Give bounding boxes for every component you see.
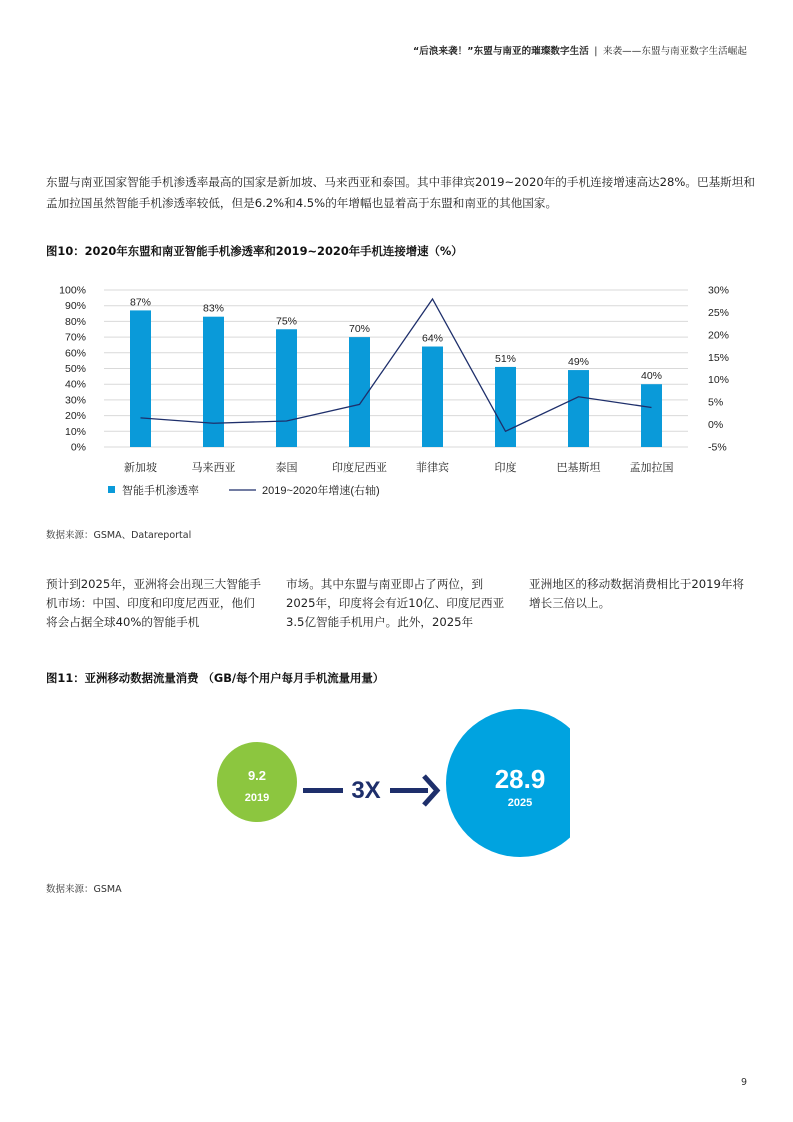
y-right-tick-label: 20% xyxy=(708,329,730,342)
bar-data-label: 87% xyxy=(129,296,152,309)
year-2025: 2025 xyxy=(507,797,533,809)
header-separator: | xyxy=(594,46,598,57)
header-subtitle: 来袭——东盟与南亚数字生活崛起 xyxy=(602,46,747,57)
bar xyxy=(495,367,516,447)
text-column-3 xyxy=(529,575,747,613)
bar-data-label: 70% xyxy=(348,323,371,336)
legend-bar-swatch xyxy=(108,486,115,493)
intro-text: 东盟与南亚国家智能手机渗透率最高的国家是新加坡、马来西亚和泰国。其中菲律宾2019~2020年的手机连接增速高达28%。巴基斯坦和孟加拉国虽然智能手机渗透率较低，但是6.2%和4.5%的年增幅也显着高于东盟和南亚的其他国家。 xyxy=(46,175,755,210)
bar xyxy=(276,329,297,447)
figure11-diagram xyxy=(200,700,570,870)
value-2025: 28.9 xyxy=(494,764,546,794)
bar xyxy=(641,384,662,447)
y-left-tick-label: 70% xyxy=(64,331,86,344)
bar-data-label: 40% xyxy=(640,370,663,383)
figure11-source: 数据来源：GSMA xyxy=(46,884,122,895)
bar-data-label: 64% xyxy=(421,332,444,345)
y-right-tick-label: 5% xyxy=(708,396,724,409)
arrow-line-left xyxy=(303,788,343,793)
y-left-tick-label: 80% xyxy=(64,315,86,328)
column-3-text: 亚洲地区的移动数据消费相比于2019年将增长三倍以上。 xyxy=(529,577,745,610)
bar xyxy=(568,370,589,447)
column-1-text: 预计到2025年，亚洲将会出现三大智能手机市场：中国、印度和印度尼西亚，他们将会占据全球40%的智能手机 xyxy=(46,577,262,629)
figure10-chart xyxy=(46,278,746,508)
y-left-tick-label: 60% xyxy=(64,347,86,360)
y-left-tick-label: 100% xyxy=(59,284,86,297)
y-right-tick-label: 10% xyxy=(708,374,730,387)
y-right-tick-label: 15% xyxy=(708,351,730,364)
bar xyxy=(422,347,443,447)
intro-paragraph xyxy=(46,172,756,214)
bar xyxy=(349,337,370,447)
x-tick-label: 泰国 xyxy=(275,462,298,474)
combo-chart xyxy=(46,278,746,508)
running-header xyxy=(413,43,747,57)
x-tick-label: 巴基斯坦 xyxy=(556,462,601,474)
page-number: 9 xyxy=(740,1077,747,1088)
y-right-tick-label: -5% xyxy=(708,441,727,454)
y-right-tick-label: 25% xyxy=(708,306,730,319)
y-right-tick-label: 30% xyxy=(708,284,730,297)
y-left-tick-label: 50% xyxy=(64,363,86,375)
x-tick-label: 印度尼西亚 xyxy=(332,462,387,474)
legend-bar-label: 智能手机渗透率 xyxy=(122,485,199,497)
x-tick-label: 印度 xyxy=(494,462,517,474)
y-left-tick-label: 20% xyxy=(64,410,86,423)
y-left-tick-label: 0% xyxy=(70,441,86,454)
figure10-title: 图10：2020年东盟和南亚智能手机渗透率和2019~2020年手机连接增速（%） xyxy=(46,244,463,258)
column-2-text: 市场。其中东盟与南亚即占了两位，到2025年，印度将会有近10亿、印度尼西亚3.5亿智能手机用户。此外，2025年 xyxy=(286,577,505,629)
x-tick-label: 新加坡 xyxy=(124,462,157,474)
y-left-tick-label: 90% xyxy=(64,300,86,313)
header-title: “后浪来袭！”东盟与南亚的璀璨数字生活 xyxy=(412,46,589,57)
y-left-tick-label: 40% xyxy=(64,378,86,391)
y-right-tick-label: 0% xyxy=(708,419,724,432)
legend-line-label: 2019~2020年增速(右轴) xyxy=(262,485,380,497)
y-left-tick-label: 10% xyxy=(64,425,86,438)
year-2019: 2019 xyxy=(244,792,270,804)
x-tick-label: 菲律宾 xyxy=(416,462,449,474)
bar xyxy=(130,310,151,447)
arrow-line-right xyxy=(390,788,428,793)
bar-data-label: 75% xyxy=(275,315,298,328)
x-tick-label: 孟加拉国 xyxy=(629,462,674,474)
multiplier-label: 3X xyxy=(351,777,381,804)
figure11-title: 图11：亚洲移动数据流量消费 （GB/每个用户每月手机流量用量） xyxy=(46,671,385,685)
bar-data-label: 51% xyxy=(494,352,517,365)
bar-data-label: 83% xyxy=(202,302,225,315)
y-left-tick-label: 30% xyxy=(64,394,86,407)
x-tick-label: 马来西亚 xyxy=(191,462,236,474)
bar xyxy=(203,317,224,447)
text-column-1 xyxy=(46,575,262,632)
value-2019: 9.2 xyxy=(247,768,267,783)
text-column-2 xyxy=(286,575,508,632)
bar-data-label: 49% xyxy=(567,356,590,369)
figure10-source: 数据来源：GSMA、Datareportal xyxy=(46,530,192,541)
